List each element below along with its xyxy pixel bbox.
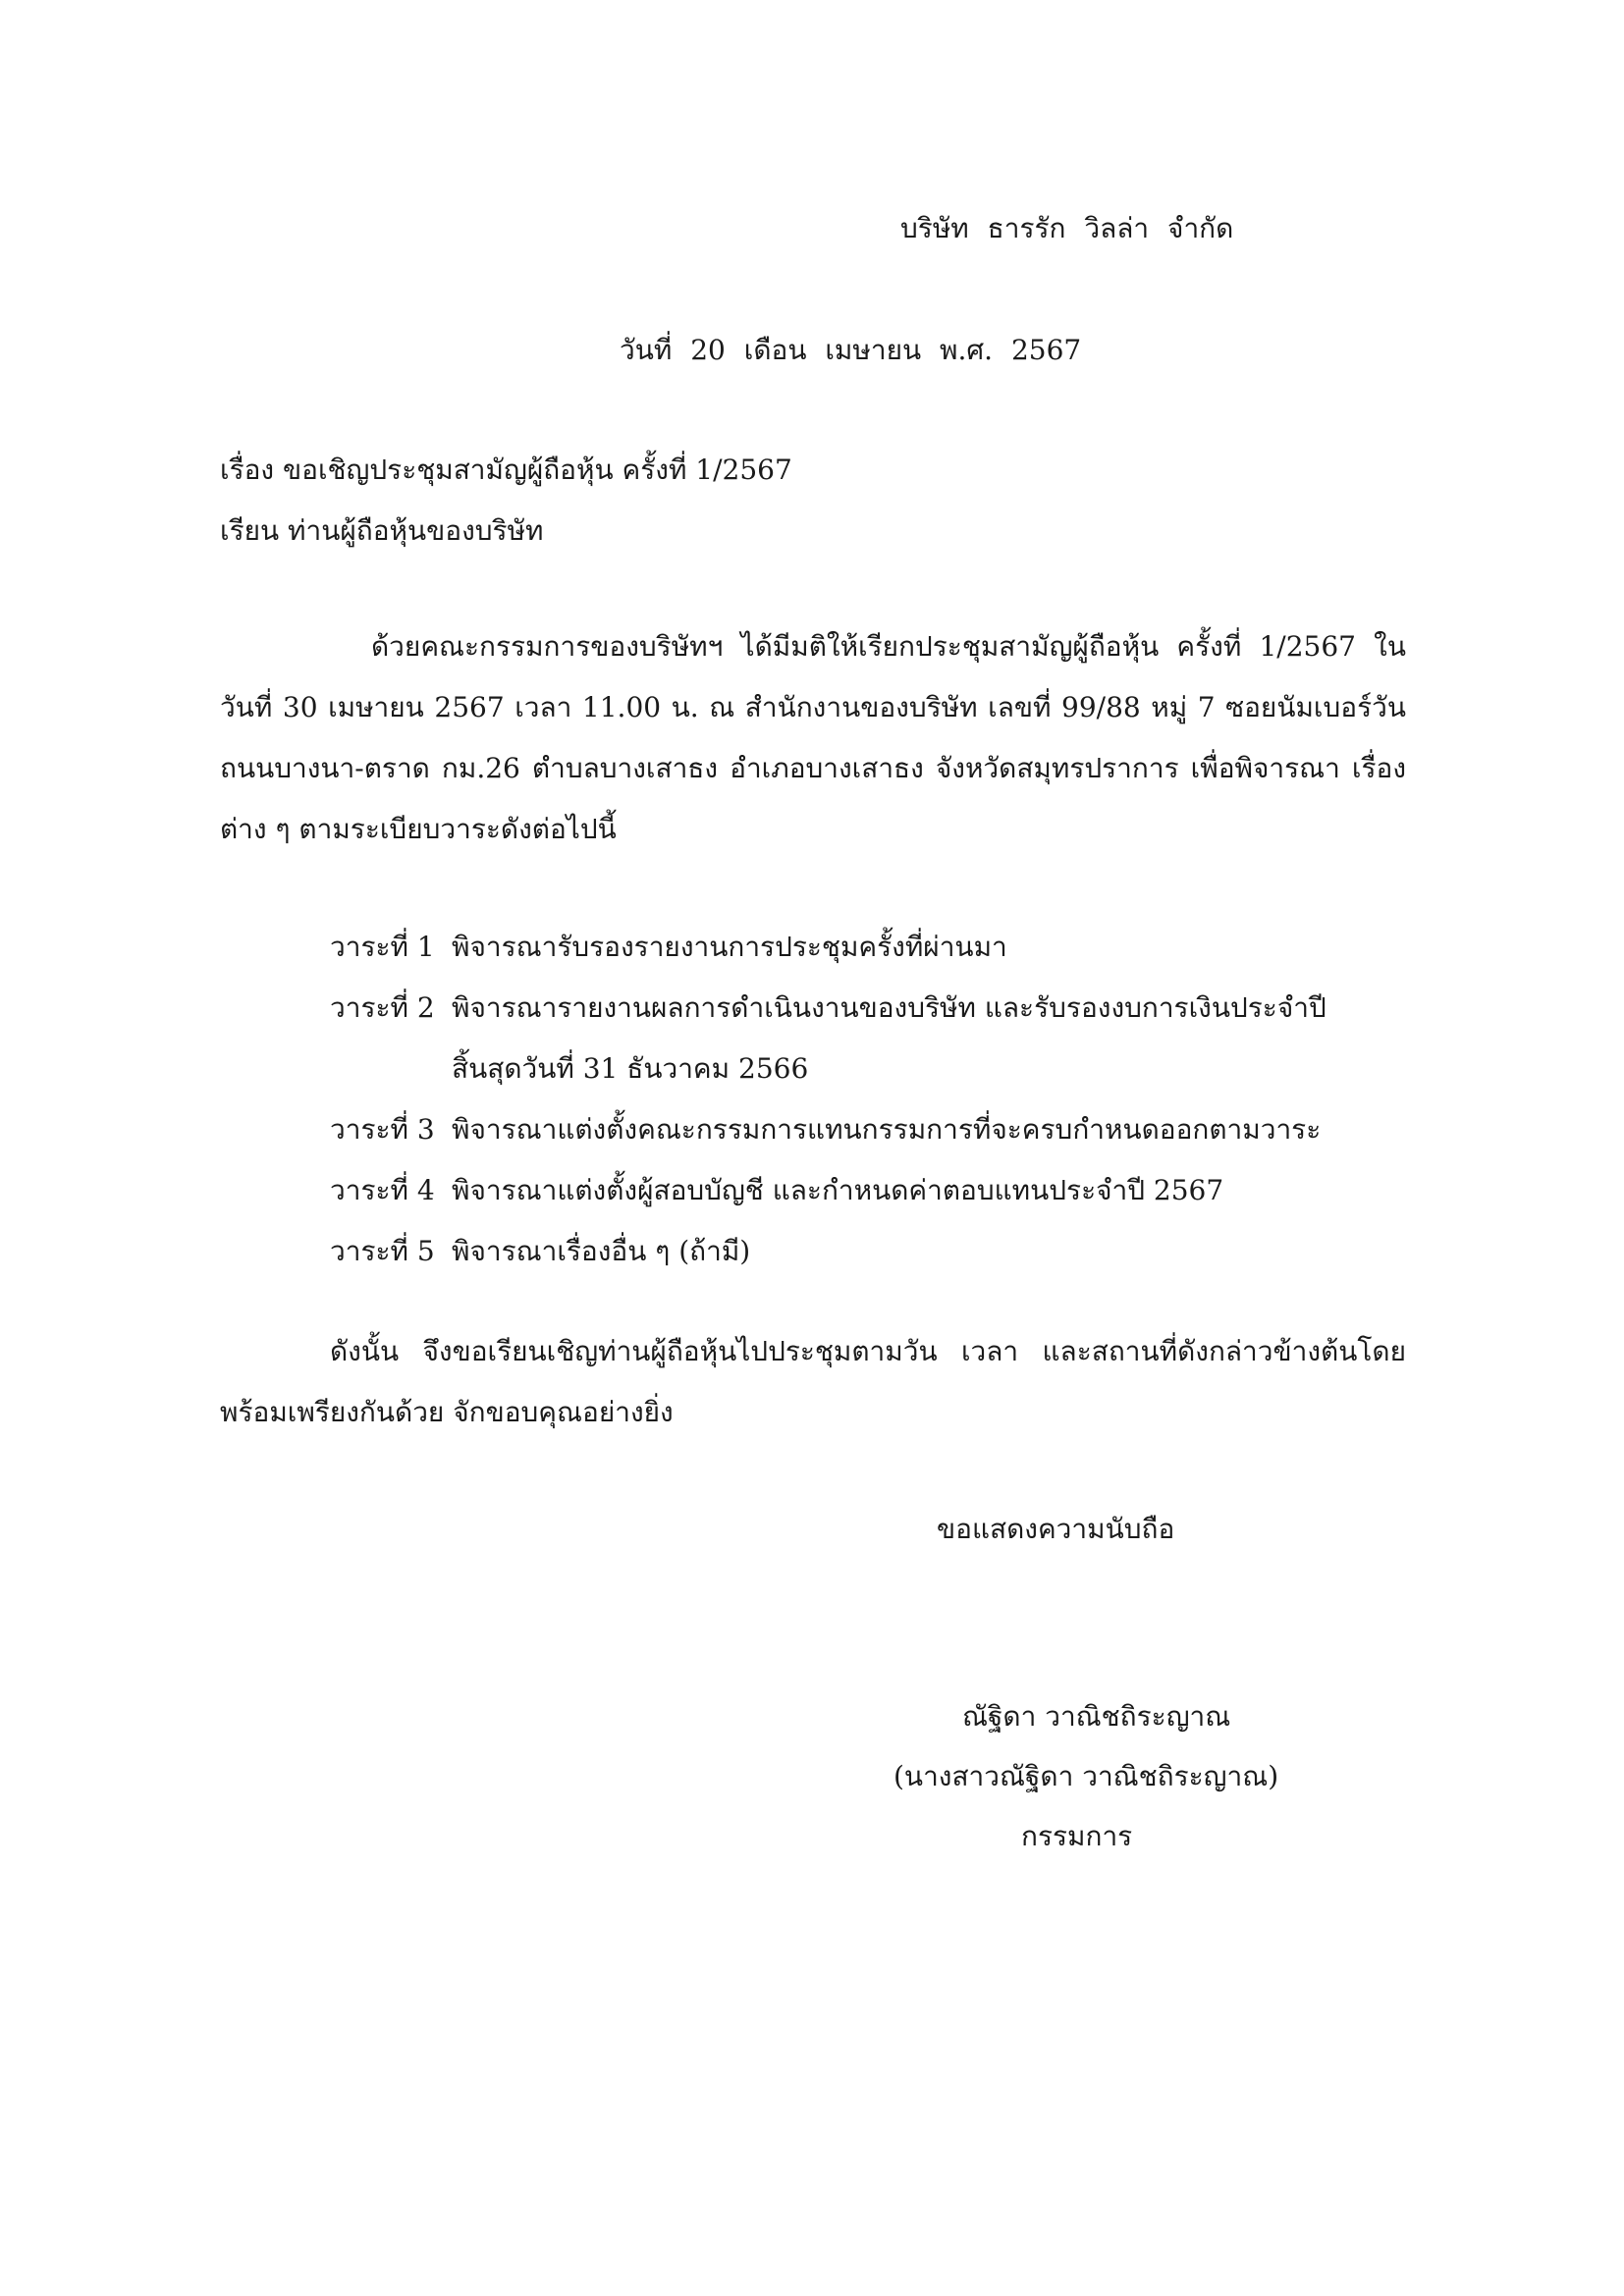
agenda-item-2-continuation: สิ้นสุดวันที่ 31 ธันวาคม 2566 [452,1052,809,1085]
intro-paragraph [220,616,1406,860]
agenda-label: วาระที่ 4 [330,1174,435,1206]
company-name: บริษัท ธารรัก วิลล่า จำกัด [900,212,1234,244]
signer-title: กรรมการ [1021,1820,1133,1852]
agenda-label: วาระที่ 2 [330,991,435,1024]
intro-paragraph-text: ด้วยคณะกรรมการของบริษัทฯ ได้มีมติให้เรียกประชุมสามัญผู้ถือหุ้น ครั้งที่ 1/2567 ใน วันที่ 30 เมษายน 2567 เวลา 11.00 น. ณ สำนักงานของบริษัท เลขที่ 99/88 หมู่ 7 ซอยนัมเบอร์วัน ถนนบางนา-ตราด กม.26 ตำบลบางเสาธง อำเภอบางเสาธง จังหวัดสมุทรปราการ เพื่อพิจารณา เรื่องต่าง ๆ ตามระเบียบวาระดังต่อไปนี้ [220,630,1406,845]
closing-phrase: ขอแสดงความนับถือ [937,1513,1175,1545]
agenda-text: พิจารณาแต่งตั้งผู้สอบบัญชี และกำหนดค่าตอบแทนประจำปี 2567 [452,1174,1224,1206]
agenda-item-3 [330,1099,1390,1160]
signature-name: ณัฐิดา วาณิชถิระญาณ [962,1700,1231,1733]
agenda-list [330,917,1390,1282]
agenda-item-5 [330,1221,1390,1282]
agenda-label: วาระที่ 3 [330,1113,435,1146]
letter-subject: เรื่อง ขอเชิญประชุมสามัญผู้ถือหุ้น ครั้งที่ 1/2567 [220,454,792,486]
closing-paragraph-text: ดังนั้น จึงขอเรียนเชิญท่านผู้ถือหุ้นไปประชุมตามวัน เวลา และสถานที่ดังกล่าวข้างต้นโดย พร้อมเพรียงกันด้วย จักขอบคุณอย่างยิ่ง [220,1335,1406,1428]
agenda-text: พิจารณาเรื่องอื่น ๆ (ถ้ามี) [452,1235,751,1267]
agenda-item-4 [330,1160,1390,1221]
agenda-text: พิจารณาแต่งตั้งคณะกรรมการแทนกรรมการที่จะครบกำหนดออกตามวาระ [452,1113,1322,1146]
agenda-item-2 [330,978,1390,1039]
signer-printed-name: (นางสาวณัฐิดา วาณิชถิระญาณ) [893,1760,1279,1792]
agenda-label: วาระที่ 5 [330,1235,435,1267]
agenda-item-1 [330,917,1390,978]
agenda-text: พิจารณารายงานผลการดำเนินงานของบริษัท และรับรองงบการเงินประจำปี [452,991,1326,1024]
agenda-text: พิจารณารับรองรายงานการประชุมครั้งที่ผ่านมา [452,931,1007,963]
agenda-label: วาระที่ 1 [330,931,435,963]
letter-date: วันที่ 20 เดือน เมษายน พ.ศ. 2567 [620,334,1082,366]
letter-salutation: เรียน ท่านผู้ถือหุ้นของบริษัท [220,514,544,547]
closing-paragraph [220,1321,1406,1443]
